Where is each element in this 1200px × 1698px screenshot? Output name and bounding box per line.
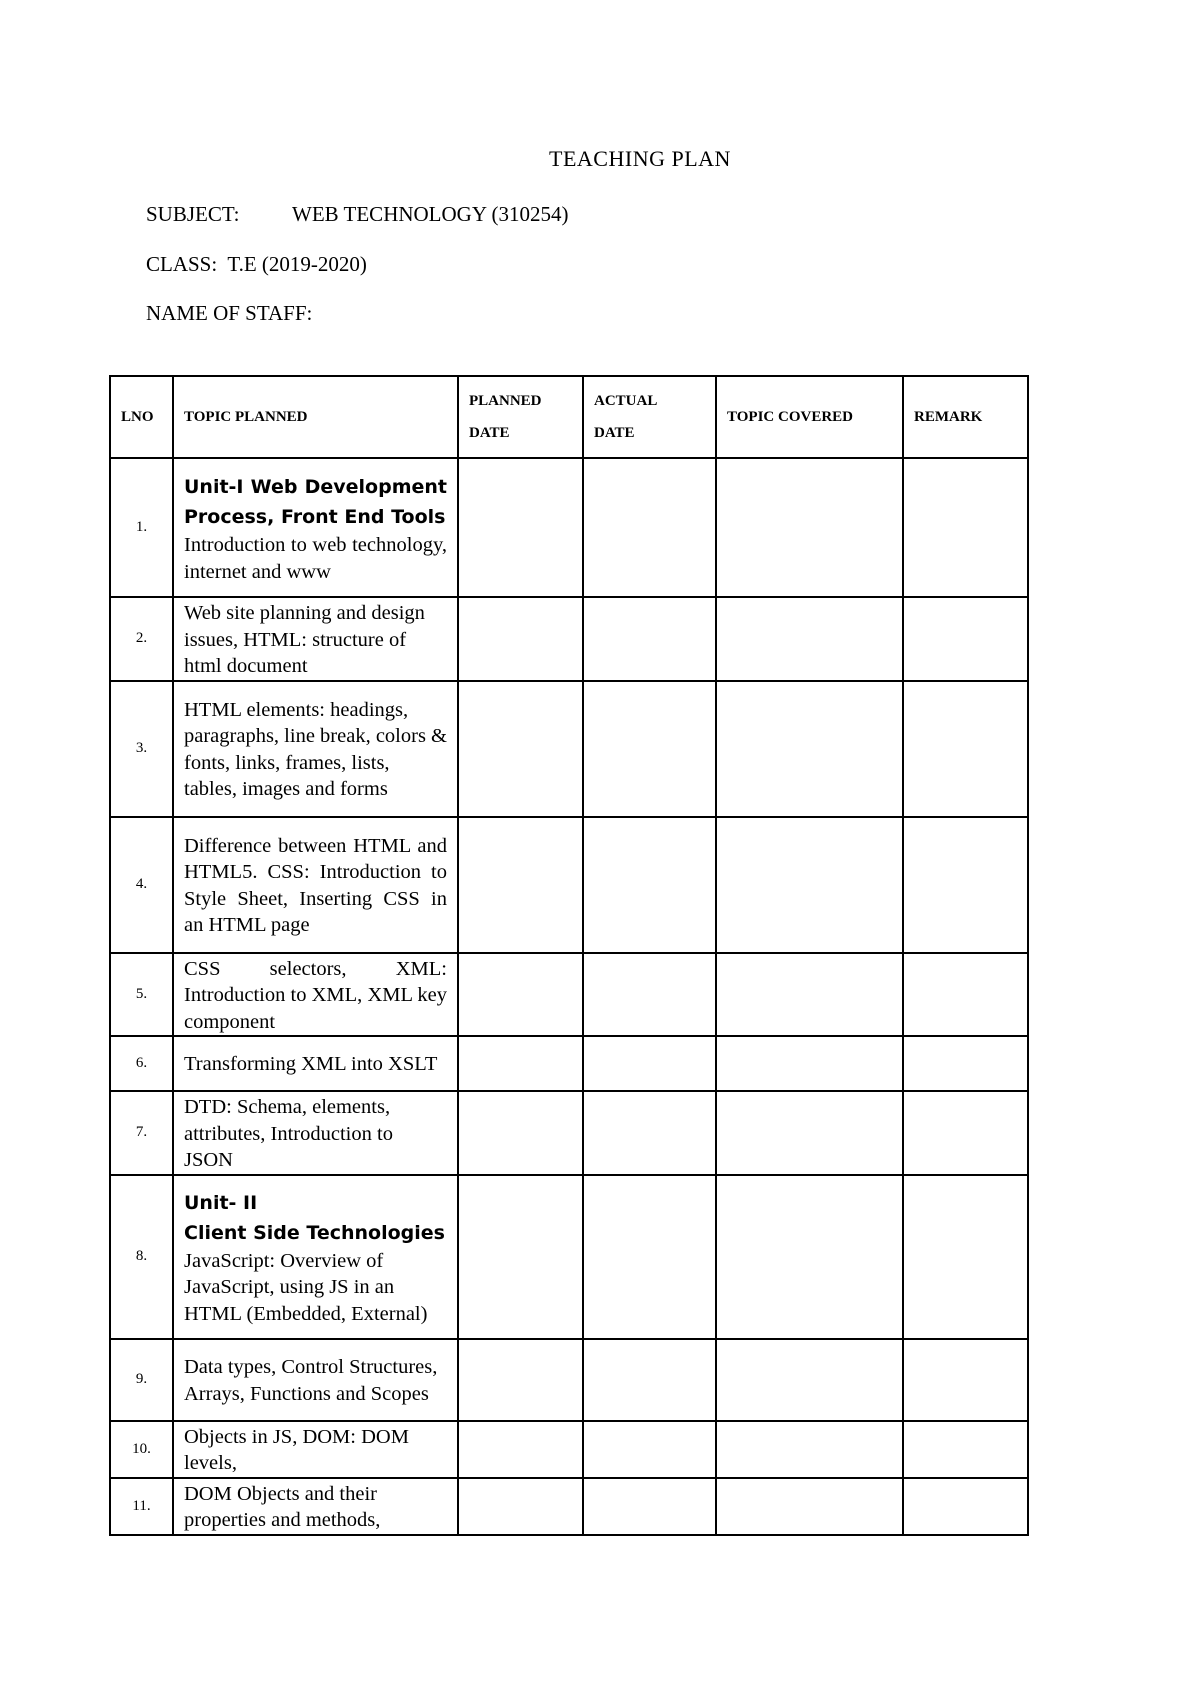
header-planned-date: PLANNED DATE — [458, 376, 583, 458]
topic-text: Transforming XML into XSLT — [184, 1053, 438, 1076]
topic-text: Data types, Control Structures, Arrays, Functions and Scopes — [184, 1356, 438, 1405]
table-row — [110, 1421, 1028, 1478]
planned-date-cell[interactable] — [458, 1421, 583, 1478]
row-number: 5. — [110, 953, 173, 1037]
staff-line: NAME OF STAFF: — [146, 301, 313, 325]
topic-planned-cell — [173, 953, 458, 1037]
topic-planned-cell — [173, 597, 458, 681]
document-title: TEACHING PLAN — [549, 146, 731, 171]
topic-planned-cell — [173, 1175, 458, 1339]
unit-subheading: Process, Front End Tools — [184, 506, 446, 528]
actual-date-cell[interactable] — [583, 458, 716, 597]
table-row — [110, 597, 1028, 681]
topic-planned-cell — [173, 1478, 458, 1535]
header-lno: LNO — [110, 376, 173, 458]
row-number: 2. — [110, 597, 173, 681]
actual-date-cell[interactable] — [583, 1478, 716, 1535]
topic-text: HTML elements: headings, paragraphs, line break, colors & fonts, links, frames, lists, tables, images and forms — [184, 698, 447, 800]
row-number: 3. — [110, 681, 173, 817]
table-header-row — [110, 376, 1028, 458]
row-number: 1. — [110, 458, 173, 597]
planned-date-cell[interactable] — [458, 458, 583, 597]
remark-cell[interactable] — [903, 597, 1028, 681]
topic-text: Difference between HTML and HTML5. CSS: Introduction to Style Sheet, Inserting CSS in an HTML page — [184, 834, 447, 936]
header-actual-date: ACTUAL DATE — [583, 376, 716, 458]
unit-heading: Unit- II — [184, 1191, 258, 1214]
remark-cell[interactable] — [903, 1421, 1028, 1478]
table-row — [110, 953, 1028, 1037]
actual-date-cell[interactable] — [583, 817, 716, 953]
planned-date-cell[interactable] — [458, 1478, 583, 1535]
subject-line — [146, 202, 568, 227]
topic-text: JavaScript: Overview of JavaScript, using JS in an HTML (Embedded, External) — [184, 1249, 428, 1325]
topic-planned-cell — [173, 1339, 458, 1421]
planned-date-cell[interactable] — [458, 1175, 583, 1339]
remark-cell[interactable] — [903, 681, 1028, 817]
header-topic-planned: TOPIC PLANNED — [173, 376, 458, 458]
planned-date-cell[interactable] — [458, 953, 583, 1037]
topic-text: Introduction to web technology, internet and www — [184, 534, 447, 583]
row-number: 11. — [110, 1478, 173, 1535]
topic-covered-cell[interactable] — [716, 1036, 903, 1091]
subject-value: WEB TECHNOLOGY (310254) — [292, 202, 569, 226]
remark-cell[interactable] — [903, 1091, 1028, 1175]
table-row — [110, 1091, 1028, 1175]
table-row — [110, 681, 1028, 817]
actual-date-cell[interactable] — [583, 681, 716, 817]
remark-cell[interactable] — [903, 953, 1028, 1037]
topic-covered-cell[interactable] — [716, 1339, 903, 1421]
planned-date-cell[interactable] — [458, 817, 583, 953]
planned-date-cell[interactable] — [458, 1036, 583, 1091]
table-row — [110, 1339, 1028, 1421]
topic-covered-cell[interactable] — [716, 817, 903, 953]
topic-text: Objects in JS, DOM: DOM levels, — [184, 1425, 409, 1474]
planned-date-cell[interactable] — [458, 681, 583, 817]
class-line: CLASS: T.E (2019-2020) — [146, 252, 367, 276]
topic-planned-cell — [173, 1421, 458, 1478]
remark-cell[interactable] — [903, 1175, 1028, 1339]
topic-covered-cell[interactable] — [716, 681, 903, 817]
topic-covered-cell[interactable] — [716, 1478, 903, 1535]
actual-date-cell[interactable] — [583, 597, 716, 681]
topic-covered-cell[interactable] — [716, 1175, 903, 1339]
remark-cell[interactable] — [903, 817, 1028, 953]
topic-planned-cell — [173, 1091, 458, 1175]
row-number: 9. — [110, 1339, 173, 1421]
remark-cell[interactable] — [903, 1036, 1028, 1091]
header-topic-covered: TOPIC COVERED — [716, 376, 903, 458]
topic-text: DTD: Schema, elements, attributes, Introduction to JSON — [184, 1096, 393, 1171]
topic-covered-cell[interactable] — [716, 1091, 903, 1175]
planned-date-cell[interactable] — [458, 597, 583, 681]
topic-planned-cell — [173, 1036, 458, 1091]
remark-cell[interactable] — [903, 458, 1028, 597]
topic-planned-cell — [173, 817, 458, 953]
table-row — [110, 1175, 1028, 1339]
planned-date-cell[interactable] — [458, 1339, 583, 1421]
table-row — [110, 458, 1028, 597]
actual-date-cell[interactable] — [583, 953, 716, 1037]
topic-covered-cell[interactable] — [716, 1421, 903, 1478]
row-number: 4. — [110, 817, 173, 953]
actual-date-cell[interactable] — [583, 1175, 716, 1339]
topic-covered-cell[interactable] — [716, 597, 903, 681]
table-row — [110, 1478, 1028, 1535]
topic-planned-cell — [173, 681, 458, 817]
actual-date-cell[interactable] — [583, 1036, 716, 1091]
topic-planned-cell — [173, 458, 458, 597]
remark-cell[interactable] — [903, 1478, 1028, 1535]
topic-text: Web site planning and design issues, HTML: structure of html document — [184, 602, 425, 677]
header-remark: REMARK — [903, 376, 1028, 458]
topic-covered-cell[interactable] — [716, 458, 903, 597]
row-number: 6. — [110, 1036, 173, 1091]
actual-date-cell[interactable] — [583, 1421, 716, 1478]
row-number: 10. — [110, 1421, 173, 1478]
remark-cell[interactable] — [903, 1339, 1028, 1421]
table-row — [110, 817, 1028, 953]
unit-heading: Unit-I Web Development — [184, 476, 447, 498]
unit-subheading: Client Side Technologies — [184, 1221, 445, 1244]
actual-date-cell[interactable] — [583, 1339, 716, 1421]
row-number: 7. — [110, 1091, 173, 1175]
teaching-plan-table — [109, 375, 1029, 1536]
planned-date-cell[interactable] — [458, 1091, 583, 1175]
subject-label: SUBJECT: — [146, 202, 240, 226]
topic-covered-cell[interactable] — [716, 953, 903, 1037]
table-row — [110, 1036, 1028, 1091]
topic-text: DOM Objects and their properties and methods, — [184, 1482, 381, 1531]
row-number: 8. — [110, 1175, 173, 1339]
topic-text: CSS selectors, XML: Introduction to XML, XML key component — [184, 957, 447, 1033]
actual-date-cell[interactable] — [583, 1091, 716, 1175]
